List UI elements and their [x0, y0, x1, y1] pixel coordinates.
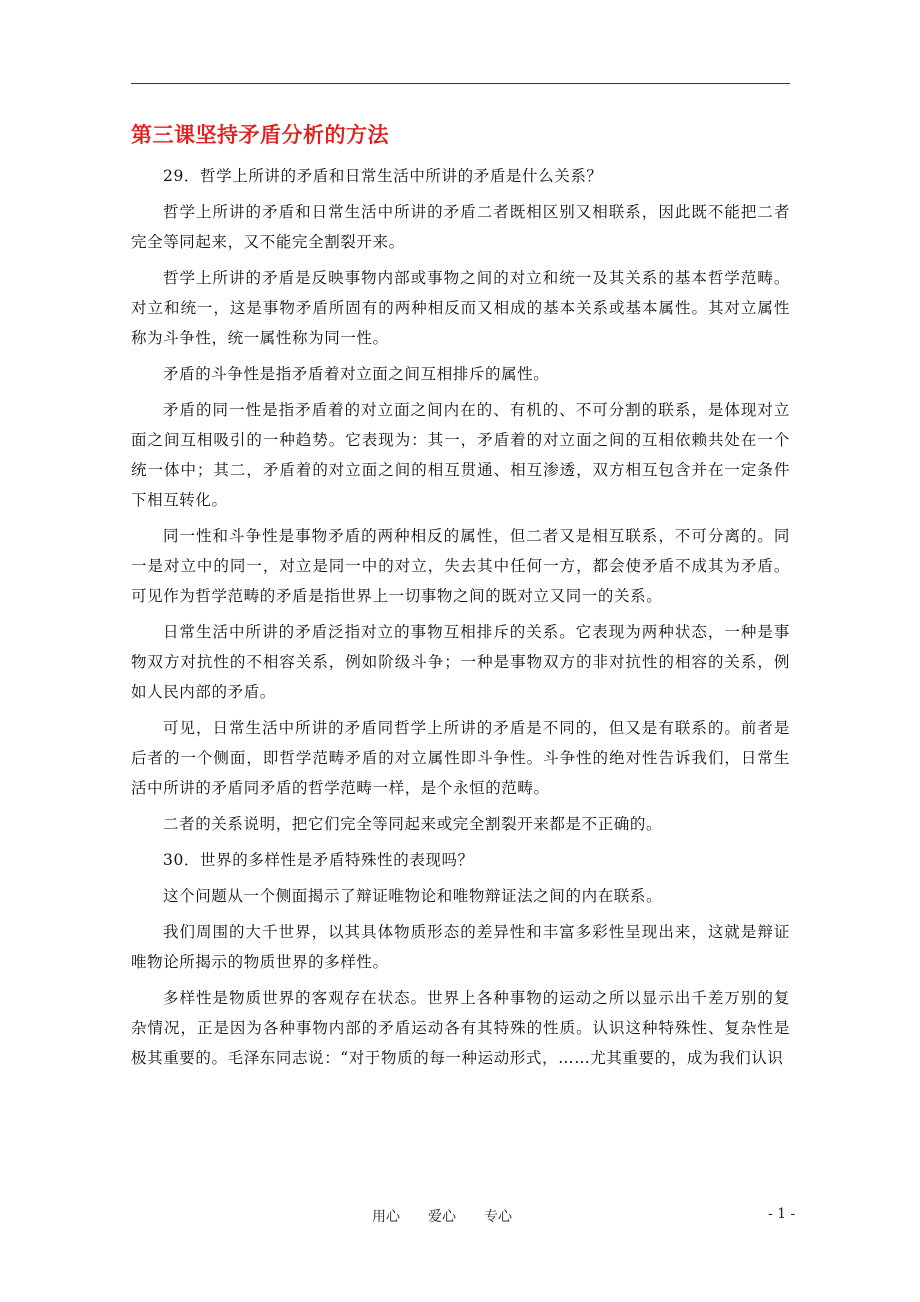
page-number: - 1 - [768, 1206, 796, 1222]
paragraph: 我们周围的大千世界，以其具体物质形态的差异性和丰富多彩性呈现出来，这就是辩证唯物论所揭示的物质世界的多样性。 [131, 923, 790, 971]
paragraph: 二者的关系说明，把它们完全等同起来或完全割裂开来都是不正确的。 [163, 815, 663, 833]
footer-motto-word: 爱心 [428, 1209, 456, 1225]
paragraph: 这个问题从一个侧面揭示了辩证唯物论和唯物辩证法之间的内在联系。 [163, 887, 663, 905]
question-29: 29．哲学上所讲的矛盾和日常生活中所讲的矛盾是什么关系？ [163, 167, 603, 185]
paragraph: 日常生活中所讲的矛盾泛指对立的事物互相排斥的关系。它表现为两种状态，一种是事物双方对抗性的不相容关系，例如阶级斗争；一种是事物双方的非对抗性的相容的关系，例如人民内部的矛盾。 [131, 623, 790, 701]
paragraph: 同一性和斗争性是事物矛盾的两种相反的属性，但二者又是相互联系，不可分离的。同一是对立中的同一，对立是同一中的对立，失去其中任何一方，都会使矛盾不成其为矛盾。可见作为哲学范畴的矛盾是指世界上一切事物之间的既对立又同一的关系。 [131, 527, 790, 605]
document-body [131, 118, 790, 1079]
paragraph: 哲学上所讲的矛盾是反映事物内部或事物之间的对立和统一及其关系的基本哲学范畴。对立和统一，这是事物矛盾所固有的两种相反而又相成的基本关系或基本属性。其对立属性称为斗争性，统一属性称为同一性。 [131, 269, 790, 347]
page-title: 第三课坚持矛盾分析的方法 [131, 123, 389, 147]
paragraph: 矛盾的斗争性是指矛盾着对立面之间互相排斥的属性。 [163, 365, 550, 383]
paragraph: 哲学上所讲的矛盾和日常生活中所讲的矛盾二者既相区别又相联系，因此既不能把二者完全等同起来，又不能完全割裂开来。 [131, 203, 790, 251]
question-30: 30．世界的多样性是矛盾特殊性的表现吗？ [163, 851, 474, 869]
paragraph: 可见，日常生活中所讲的矛盾同哲学上所讲的矛盾是不同的，但又是有联系的。前者是后者的一个侧面，即哲学范畴矛盾的对立属性即斗争性。斗争性的绝对性告诉我们，日常生活中所讲的矛盾同矛盾的哲学范畴一样，是个永恒的范畴。 [131, 719, 790, 797]
footer-motto-word: 专心 [484, 1209, 512, 1225]
footer-motto-word: 用心 [372, 1209, 400, 1225]
footer-motto [372, 1206, 512, 1226]
header-rule [131, 83, 790, 84]
paragraph: 多样性是物质世界的客观存在状态。世界上各种事物的运动之所以显示出千差万别的复杂情况，正是因为各种事物内部的矛盾运动各有其特殊的性质。认识这种特殊性、复杂性是极其重要的。毛泽东同志说：“对于物质的每一种运动形式，……尤其重要的，成为我们认识 [131, 989, 790, 1067]
paragraph: 矛盾的同一性是指矛盾着的对立面之间内在的、有机的、不可分割的联系，是体现对立面之间互相吸引的一种趋势。它表现为：其一，矛盾着的对立面之间的互相依赖共处在一个统一体中；其二，矛盾着的对立面之间的相互贯通、相互渗透，双方相互包含并在一定条件下相互转化。 [131, 401, 790, 509]
